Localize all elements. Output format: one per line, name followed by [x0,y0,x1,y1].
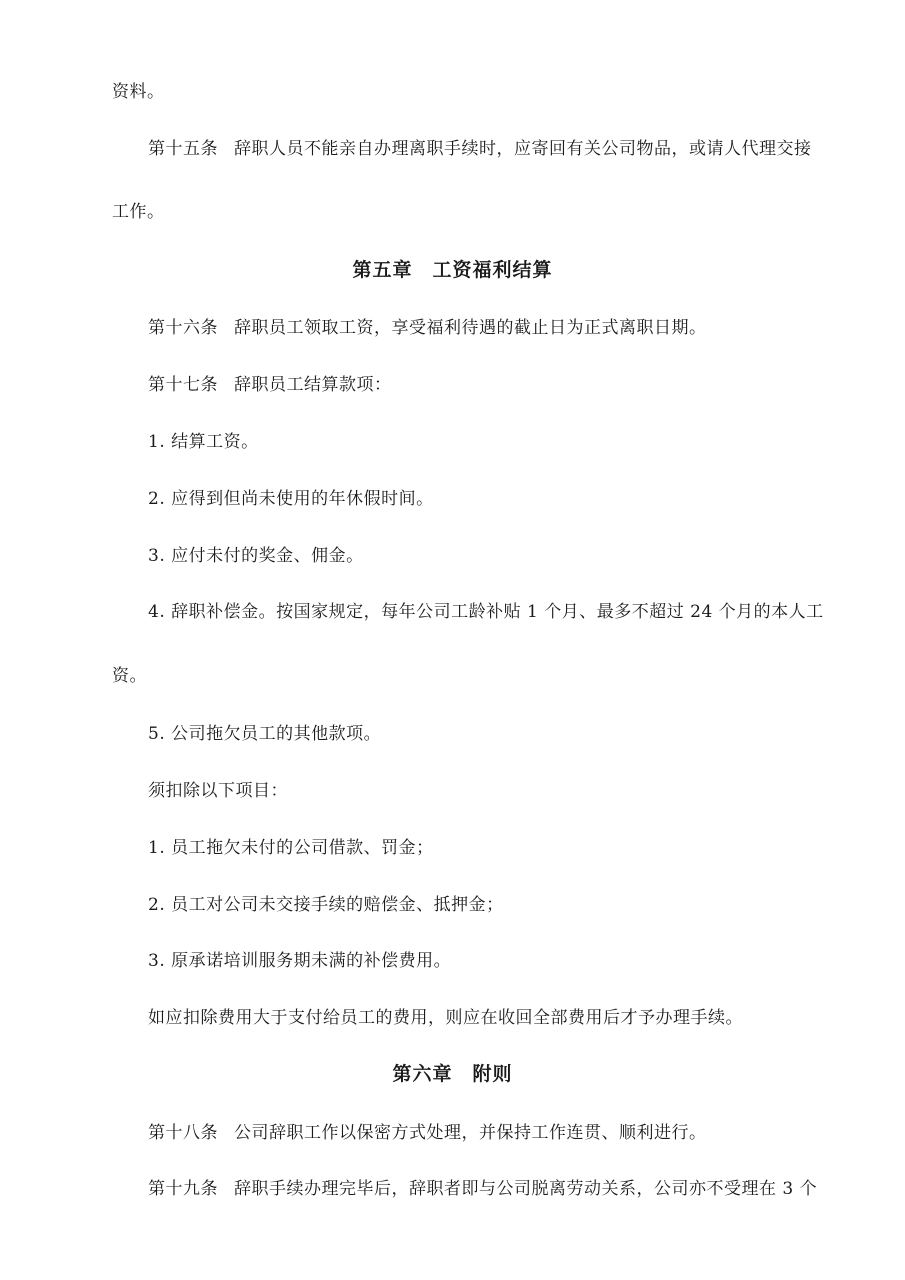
article-16 [148,316,707,340]
list-item: 1. 结算工资。 [148,432,259,452]
list-item: 2. 应得到但尚未使用的年休假时间。 [148,489,434,509]
article-15 [148,137,812,161]
article-18 [148,1121,707,1145]
paragraph-line [112,200,165,224]
article-number: 第十七条 [148,375,218,395]
article-text: 辞职员工结算款项： [234,375,392,395]
chapter-5-heading: 第五章 工资福利结算 [352,259,553,281]
article-number: 第十五条 [148,139,218,159]
line-text: 资料。 [112,82,165,102]
chapter-6-heading: 第六章 附则 [392,1063,513,1085]
list-item: 3. 原承诺培训服务期未满的补偿费用。 [148,951,452,971]
article-19 [148,1177,817,1201]
article-text: 辞职手续办理完毕后，辞职者即与公司脱离劳动关系，公司亦不受理在 3 个 [234,1179,818,1199]
article-17 [148,373,392,397]
deduction-title: 须扣除以下项目： [148,781,288,801]
article-number: 第十六条 [148,318,218,338]
list-item: 3. 应付未付的奖金、佣金。 [148,546,364,566]
article-text: 公司辞职工作以保密方式处理，并保持工作连贯、顺利进行。 [234,1123,707,1143]
article-text: 辞职人员不能亲自办理离职手续时，应寄回有关公司物品，或请人代理交接 [234,139,812,159]
line-text: 工作。 [112,202,165,222]
list-item: 5. 公司拖欠员工的其他款项。 [148,724,382,744]
article-number: 第十九条 [148,1179,218,1199]
article-number: 第十八条 [148,1123,218,1143]
list-item-continuation: 资。 [112,666,147,686]
list-item: 2. 员工对公司未交接手续的赔偿金、抵押金； [148,895,504,915]
list-item: 1. 员工拖欠未付的公司借款、罚金； [148,838,434,858]
deduction-note: 如应扣除费用大于支付给员工的费用，则应在收回全部费用后才予办理手续。 [148,1008,743,1028]
article-text: 辞职员工领取工资，享受福利待遇的截止日为正式离职日期。 [234,318,707,338]
list-item: 4. 辞职补偿金。按国家规定，每年公司工龄补贴 1 个月、最多不超过 24 个月的本人工 [148,602,824,622]
paragraph-line [112,80,165,104]
